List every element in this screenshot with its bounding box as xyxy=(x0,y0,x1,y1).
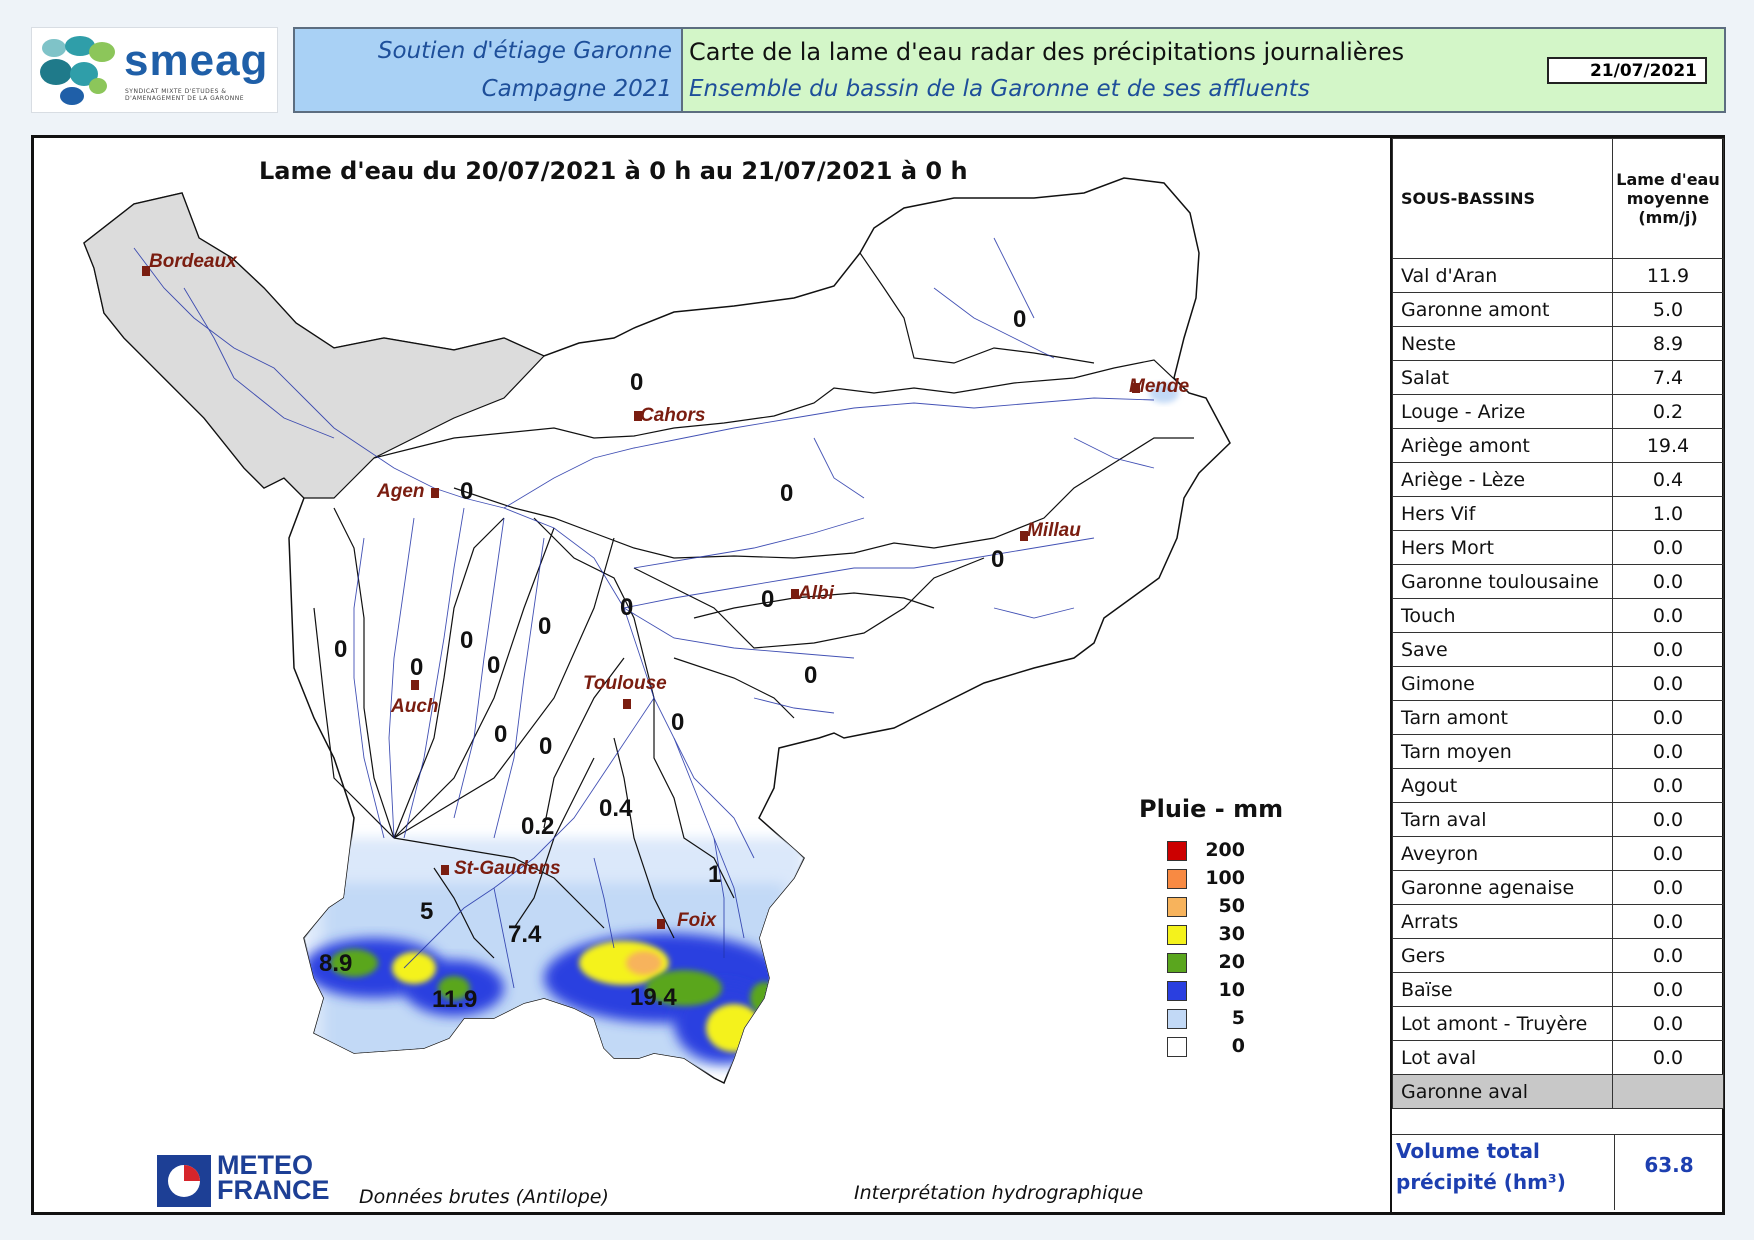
table-row xyxy=(1393,633,1724,667)
city-albi: Albi xyxy=(798,583,834,604)
subbasin-value: 0.0 xyxy=(1613,871,1724,905)
city-st-gaudens: St-Gaudens xyxy=(454,858,561,879)
basin-value: 8.9 xyxy=(319,950,353,977)
subbasin-name: Agout xyxy=(1393,769,1613,803)
header-campaign-title: Soutien d'étiage Garonne xyxy=(377,38,672,64)
city-agen: Agen xyxy=(377,481,425,502)
table-row xyxy=(1393,293,1724,327)
subbasin-value: 0.0 xyxy=(1613,769,1724,803)
subbasin-name: Aveyron xyxy=(1393,837,1613,871)
table-row xyxy=(1393,871,1724,905)
header-right-panel xyxy=(681,27,1726,113)
header-main-title: Carte de la lame d'eau radar des précipitations journalières xyxy=(689,38,1405,66)
subbasin-value: 0.0 xyxy=(1613,531,1724,565)
basin-value: 0 xyxy=(538,613,552,640)
subbasin-value: 0.0 xyxy=(1613,633,1724,667)
table-row xyxy=(1393,803,1724,837)
subbasin-name: Tarn moyen xyxy=(1393,735,1613,769)
subbasin-name: Garonne toulousaine xyxy=(1393,565,1613,599)
interpretation-credit: Interprétation hydrographique xyxy=(854,1182,1144,1204)
table-row xyxy=(1393,837,1724,871)
header-left-panel xyxy=(293,27,682,113)
legend-swatch xyxy=(1167,981,1187,1001)
table-row xyxy=(1393,735,1724,769)
subbasin-value: 19.4 xyxy=(1613,429,1724,463)
table-row xyxy=(1393,361,1724,395)
basin-value: 0 xyxy=(630,369,644,396)
volume-label-line1: Volume total xyxy=(1396,1139,1540,1163)
city-bordeaux: Bordeaux xyxy=(149,251,237,272)
subbasin-name: Hers Vif xyxy=(1393,497,1613,531)
volume-label-line2: précipité (hm³) xyxy=(1396,1170,1566,1194)
subbasin-name: Gers xyxy=(1393,939,1613,973)
subbasin-name: Lot amont - Truyère xyxy=(1393,1007,1613,1041)
basin-value: 0 xyxy=(671,709,685,736)
basin-value: 0 xyxy=(334,636,348,663)
legend-swatch xyxy=(1167,953,1187,973)
subbasin-name: Hers Mort xyxy=(1393,531,1613,565)
basin-value: 0 xyxy=(410,654,424,681)
basin-value: 11.9 xyxy=(432,986,478,1013)
subbasin-name: Ariège amont xyxy=(1393,429,1613,463)
subbasin-value: 0.4 xyxy=(1613,463,1724,497)
subbasin-name: Gimone xyxy=(1393,667,1613,701)
legend-label: 20 xyxy=(1218,951,1245,973)
basin-value: 0 xyxy=(460,478,474,505)
subbasin-value: 0.0 xyxy=(1613,939,1724,973)
city-mende: Mende xyxy=(1129,376,1190,397)
rain-legend xyxy=(1109,795,1289,1061)
legend-label: 200 xyxy=(1205,839,1245,861)
subbasin-name: Garonne amont xyxy=(1393,293,1613,327)
basin-value: 0 xyxy=(539,733,553,760)
table-row xyxy=(1393,565,1724,599)
city-cahors: Cahors xyxy=(640,405,706,426)
table-row xyxy=(1393,973,1724,1007)
table-header-subbasins: SOUS-BASSINS xyxy=(1393,139,1613,259)
subbasin-name: Baïse xyxy=(1393,973,1613,1007)
subbasin-value: 0.2 xyxy=(1613,395,1724,429)
basin-value: 0 xyxy=(991,546,1005,573)
subbasin-name: Salat xyxy=(1393,361,1613,395)
legend-swatch xyxy=(1167,1009,1187,1029)
subbasin-value: 0.0 xyxy=(1613,599,1724,633)
subbasin-value: 7.4 xyxy=(1613,361,1724,395)
subbasin-value: 0.0 xyxy=(1613,803,1724,837)
legend-item xyxy=(1109,977,1289,1005)
table-row xyxy=(1393,531,1724,565)
map-title: Lame d'eau du 20/07/2021 à 0 h au 21/07/2021 à 0 h xyxy=(259,157,968,185)
subbasin-value: 0.0 xyxy=(1613,973,1724,1007)
table-row xyxy=(1393,939,1724,973)
table-row xyxy=(1393,1007,1724,1041)
subbasin-name: Lot aval xyxy=(1393,1041,1613,1075)
table-row xyxy=(1393,395,1724,429)
subbasin-name: Garonne agenaise xyxy=(1393,871,1613,905)
legend-title: Pluie - mm xyxy=(1139,795,1284,823)
logo-subtitle: SYNDICAT MIXTE D'ETUDES & D'AMENAGEMENT DE LA GARONNE xyxy=(125,88,245,102)
legend-label: 5 xyxy=(1231,1007,1245,1029)
volume-value: 63.8 xyxy=(1644,1153,1694,1177)
subbasin-name: Tarn aval xyxy=(1393,803,1613,837)
subbasin-value: 5.0 xyxy=(1613,293,1724,327)
subbasin-value: 0.0 xyxy=(1613,735,1724,769)
subbasin-value xyxy=(1613,1075,1724,1109)
header-campaign-year: Campagne 2021 xyxy=(481,76,672,102)
legend-label: 30 xyxy=(1218,923,1245,945)
table-row xyxy=(1393,327,1724,361)
subbasin-table xyxy=(1392,138,1724,1109)
legend-label: 50 xyxy=(1218,895,1245,917)
basin-value: 0 xyxy=(460,627,474,654)
legend-swatch xyxy=(1167,869,1187,889)
data-credit: Données brutes (Antilope) xyxy=(359,1186,609,1208)
basin-value: 0 xyxy=(761,586,775,613)
subbasin-name: Save xyxy=(1393,633,1613,667)
header-date: 21/07/2021 xyxy=(1547,57,1707,84)
subbasin-value: 0.0 xyxy=(1613,1007,1724,1041)
smeag-logo xyxy=(31,27,278,113)
basin-value: 0.4 xyxy=(599,795,633,822)
basin-value: 19.4 xyxy=(630,984,677,1011)
header-subtitle: Ensemble du bassin de la Garonne et de ses affluents xyxy=(689,76,1310,102)
subbasin-value: 0.0 xyxy=(1613,565,1724,599)
subbasin-name: Val d'Aran xyxy=(1393,259,1613,293)
subbasin-value: 8.9 xyxy=(1613,327,1724,361)
table-row xyxy=(1393,259,1724,293)
basin-value: 1 xyxy=(708,861,722,888)
basin-value: 0 xyxy=(494,721,508,748)
basin-value: 0 xyxy=(780,480,794,507)
legend-item xyxy=(1109,921,1289,949)
legend-swatch xyxy=(1167,1037,1187,1057)
basin-value: 7.4 xyxy=(508,921,542,948)
basin-value: 5 xyxy=(420,898,434,925)
subbasin-name: Arrats xyxy=(1393,905,1613,939)
subbasin-name: Touch xyxy=(1393,599,1613,633)
map-area xyxy=(34,138,1390,1212)
basin-value: 0 xyxy=(804,662,818,689)
table-row xyxy=(1393,429,1724,463)
legend-swatch xyxy=(1167,897,1187,917)
volume-label xyxy=(1392,1136,1616,1198)
subbasin-value: 0.0 xyxy=(1613,837,1724,871)
table-row xyxy=(1393,1041,1724,1075)
subbasin-name: Ariège - Lèze xyxy=(1393,463,1613,497)
basin-value: 0 xyxy=(620,594,634,621)
legend-label: 100 xyxy=(1205,867,1245,889)
legend-item xyxy=(1109,1005,1289,1033)
legend-item xyxy=(1109,837,1289,865)
subbasin-table-panel xyxy=(1390,138,1724,1212)
table-row xyxy=(1393,599,1724,633)
legend-label: 0 xyxy=(1231,1035,1245,1057)
header-value-line3: (mm/j) xyxy=(1638,208,1698,227)
basin-value: 0.2 xyxy=(521,813,555,840)
legend-item xyxy=(1109,1033,1289,1061)
meteo-france-line1: METEO xyxy=(217,1150,314,1180)
city-auch: Auch xyxy=(391,696,439,717)
city-millau: Millau xyxy=(1027,520,1081,541)
main-frame xyxy=(31,135,1725,1215)
legend-label: 10 xyxy=(1218,979,1245,1001)
subbasin-name: Tarn amont xyxy=(1393,701,1613,735)
subbasin-value: 11.9 xyxy=(1613,259,1724,293)
meteo-france-line2: FRANCE xyxy=(217,1175,330,1205)
subbasin-name: Neste xyxy=(1393,327,1613,361)
subbasin-value: 0.0 xyxy=(1613,905,1724,939)
meteo-france-icon xyxy=(157,1155,211,1207)
table-row xyxy=(1393,667,1724,701)
table-row xyxy=(1393,463,1724,497)
table-header-value xyxy=(1613,139,1724,259)
legend-item xyxy=(1109,865,1289,893)
subbasin-value: 1.0 xyxy=(1613,497,1724,531)
city-toulouse: Toulouse xyxy=(583,673,667,694)
basin-value: 0 xyxy=(1013,306,1027,333)
legend-item xyxy=(1109,893,1289,921)
logo-text: smeag xyxy=(124,36,269,85)
subbasin-value: 0.0 xyxy=(1613,1041,1724,1075)
table-row xyxy=(1393,905,1724,939)
legend-swatch xyxy=(1167,925,1187,945)
smeag-logo-icon xyxy=(32,28,124,112)
header-value-line1: Lame d'eau xyxy=(1616,170,1720,189)
subbasin-name: Louge - Arize xyxy=(1393,395,1613,429)
subbasin-value: 0.0 xyxy=(1613,701,1724,735)
table-row xyxy=(1393,497,1724,531)
meteo-france-logo xyxy=(157,1150,342,1208)
legend-item xyxy=(1109,949,1289,977)
city-foix: Foix xyxy=(677,910,717,931)
table-row xyxy=(1393,701,1724,735)
legend-swatch xyxy=(1167,841,1187,861)
subbasin-name: Garonne aval xyxy=(1393,1075,1613,1109)
table-row xyxy=(1393,1075,1724,1109)
subbasin-value: 0.0 xyxy=(1613,667,1724,701)
table-row xyxy=(1393,769,1724,803)
header-value-line2: moyenne xyxy=(1626,189,1710,208)
basin-value: 0 xyxy=(487,652,501,679)
